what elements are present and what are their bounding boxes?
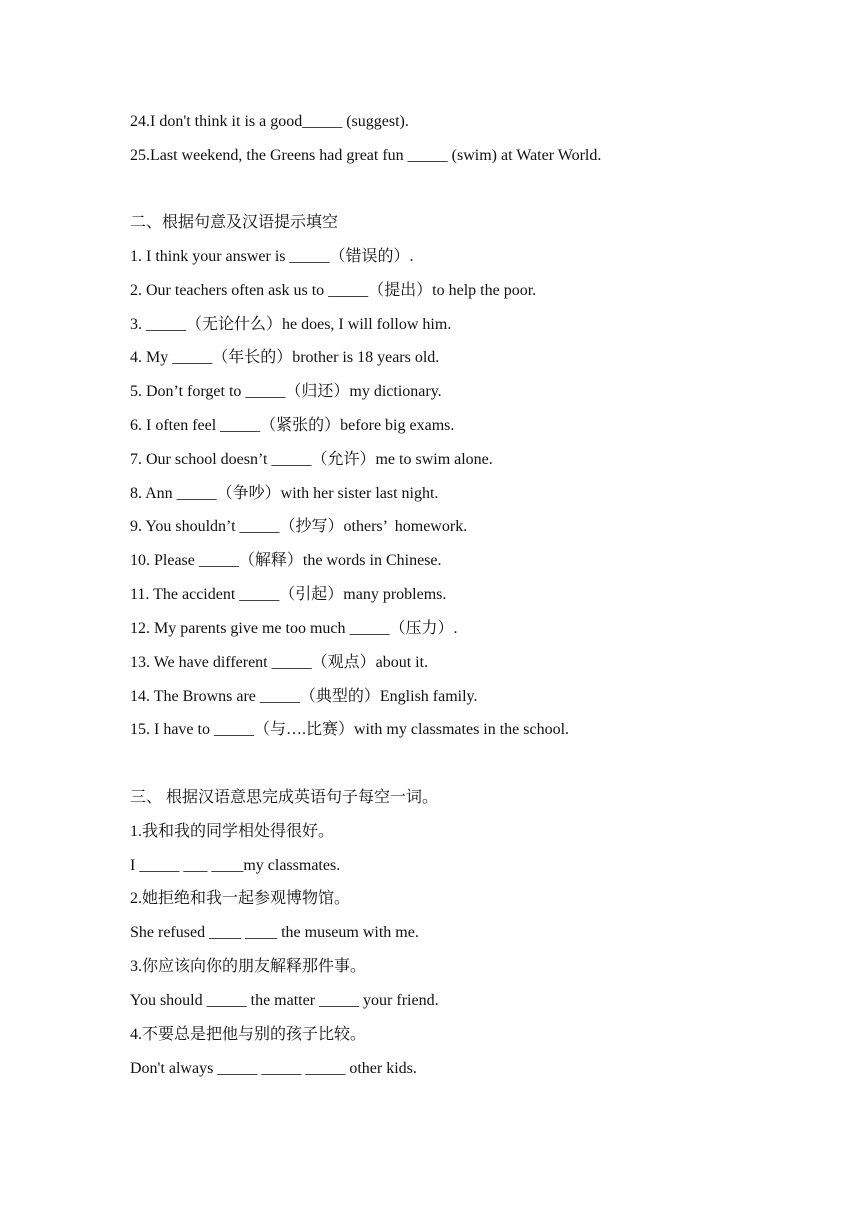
question-24: 24.I don't think it is a good_____ (suggest). xyxy=(130,113,409,130)
section-2-item-9: 9. You shouldn’t _____（抄写）others’ homework. xyxy=(130,518,468,535)
section-2-heading: 二、根据句意及汉语提示填空 xyxy=(130,214,339,231)
section-3-prompt-1: 1.我和我的同学相处得很好。 xyxy=(130,823,335,840)
section-2-item-7: 7. Our school doesn’t _____（允许）me to swim alone. xyxy=(130,451,493,468)
section-2-item-5: 5. Don’t forget to _____（归还）my dictionary. xyxy=(130,383,442,400)
section-2-item-15: 15. I have to _____（与….比赛）with my classmates in the school. xyxy=(130,721,570,738)
section-2-item-6: 6. I often feel _____（紧张的）before big exams. xyxy=(130,417,455,434)
section-3-prompt-4: 4.不要总是把他与别的孩子比较。 xyxy=(130,1026,367,1043)
section-3-answer-1: I _____ ___ ____my classmates. xyxy=(130,857,341,874)
section-2-item-8: 8. Ann _____（争吵）with her sister last night. xyxy=(130,485,439,502)
section-2-item-12: 12. My parents give me too much _____（压力）. xyxy=(130,620,458,637)
section-2-item-10: 10. Please _____（解释）the words in Chinese. xyxy=(130,552,442,569)
section-2-item-4: 4. My _____（年长的）brother is 18 years old. xyxy=(130,349,440,366)
section-3-prompt-2: 2.她拒绝和我一起参观博物馆。 xyxy=(130,890,351,907)
section-2-item-14: 14. The Browns are _____（典型的）English family. xyxy=(130,688,478,705)
section-2-item-11: 11. The accident _____（引起）many problems. xyxy=(130,586,447,603)
section-3-heading: 三、 根据汉语意思完成英语句子每空一词。 xyxy=(130,789,439,806)
section-2-item-2: 2. Our teachers often ask us to _____（提出）to help the poor. xyxy=(130,282,537,299)
question-25: 25.Last weekend, the Greens had great fun _____ (swim) at Water World. xyxy=(130,147,602,164)
section-3-answer-3: You should _____ the matter _____ your friend. xyxy=(130,992,439,1009)
section-2-item-3: 3. _____（无论什么）he does, I will follow him. xyxy=(130,316,452,333)
section-3-answer-2: She refused ____ ____ the museum with me. xyxy=(130,924,419,941)
section-3-prompt-3: 3.你应该向你的朋友解释那件事。 xyxy=(130,958,367,975)
section-3-answer-4: Don't always _____ _____ _____ other kids. xyxy=(130,1060,417,1077)
section-2-item-13: 13. We have different _____（观点）about it. xyxy=(130,654,429,671)
section-2-item-1: 1. I think your answer is _____（错误的）. xyxy=(130,248,414,265)
